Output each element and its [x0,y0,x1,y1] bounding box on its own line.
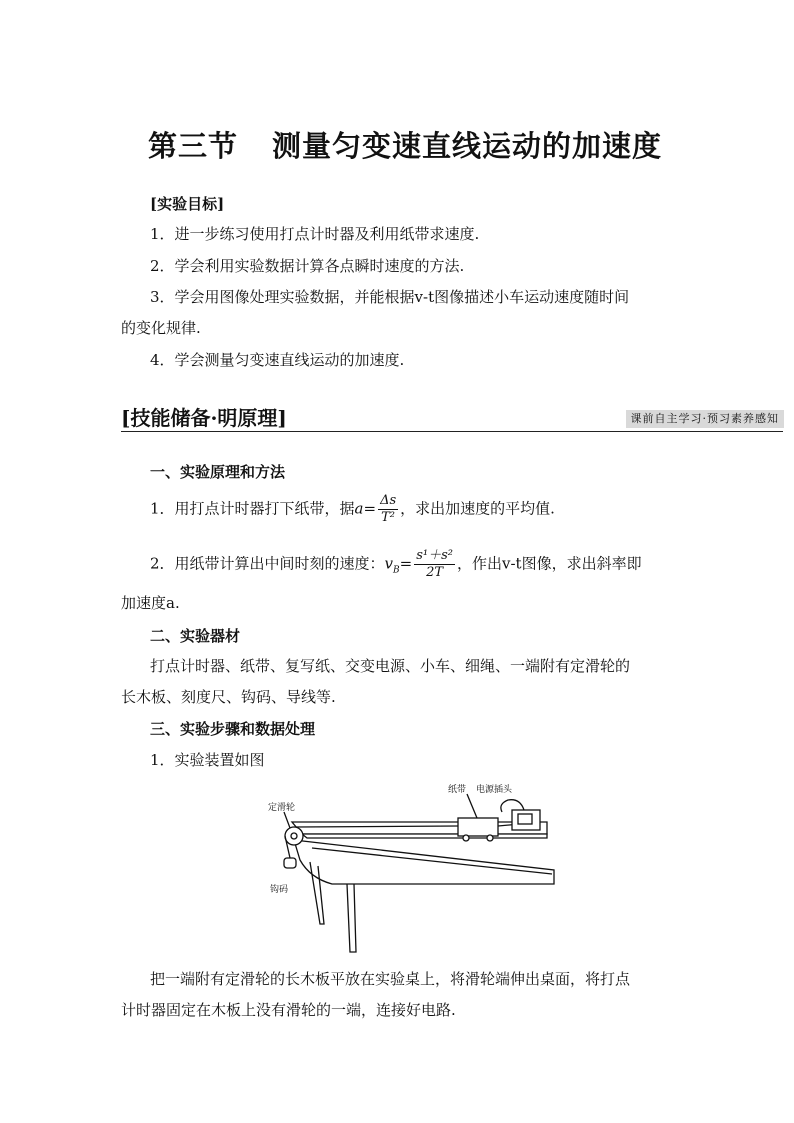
objective-item-1: 1．进一步练习使用打点计时器及利用纸带求速度. [150,225,480,243]
title-section-number: 第三节 [148,129,239,163]
equipment-heading: 二、实验器材 [150,627,241,645]
principle-item-1: 1．用打点计时器打下纸带，据a= $\frac{\Delta s}{\text{T²}}$ ，求出加速度的平均值. [150,493,555,525]
fraction-delta-s-over-t2: $\frac{\Delta s}{\text{T²}}$ [380,493,397,525]
objective-item-2: 2．学会利用实验数据计算各点瞬时速度的方法. [150,257,465,275]
steps-item-1: 1．实验装置如图 [150,751,265,769]
principle-item-2: 2．用纸带计算出中间时刻的速度：$v_B=$ $\frac{\text{s¹＋s²}}{2T}$ ，作出v-t图像，求出斜率即 [150,548,642,580]
page-title [148,124,662,165]
objectives-heading: [实验目标] [150,195,225,213]
equipment-line-2: 长木板、刻度尺、钩码、导线等. [121,688,336,706]
label-weight: 钩码 [270,885,289,895]
section-heading: [技能储备·明原理] [121,406,287,430]
label-pulley: 定滑轮 [268,803,296,813]
title-text: 测量匀变速直线运动的加速度 [272,129,663,163]
label-tape: 纸带 [448,785,467,795]
apparatus-figure [262,774,562,960]
objective-item-4: 4．学会测量匀变速直线运动的加速度. [150,351,405,369]
principle-item-2-cont: 加速度a. [121,594,180,612]
steps-para-line-1: 把一端附有定滑轮的长木板平放在实验桌上，将滑轮端伸出桌面，将打点 [150,970,631,988]
section-divider [121,431,783,432]
equipment-line-1: 打点计时器、纸带、复写纸、交变电源、小车、细绳、一端附有定滑轮的 [150,657,631,675]
objective-item-3: 3．学会用图像处理实验数据，并能根据v-t图像描述小车运动速度随时间 [150,288,630,306]
section-badge: 课前自主学习·预习素养感知 [626,410,785,428]
fraction-velocity: $\frac{\text{s¹＋s²}}{2T}$ [416,548,454,580]
steps-para-line-2: 计时器固定在木板上没有滑轮的一端，连接好电路. [121,1001,456,1019]
principle-heading: 一、实验原理和方法 [150,463,286,481]
steps-heading: 三、实验步骤和数据处理 [150,720,316,738]
formula-lhs: a= [354,499,377,518]
objective-item-3-cont: 的变化规律. [121,319,201,337]
label-plug: 电源插头 [476,785,513,795]
